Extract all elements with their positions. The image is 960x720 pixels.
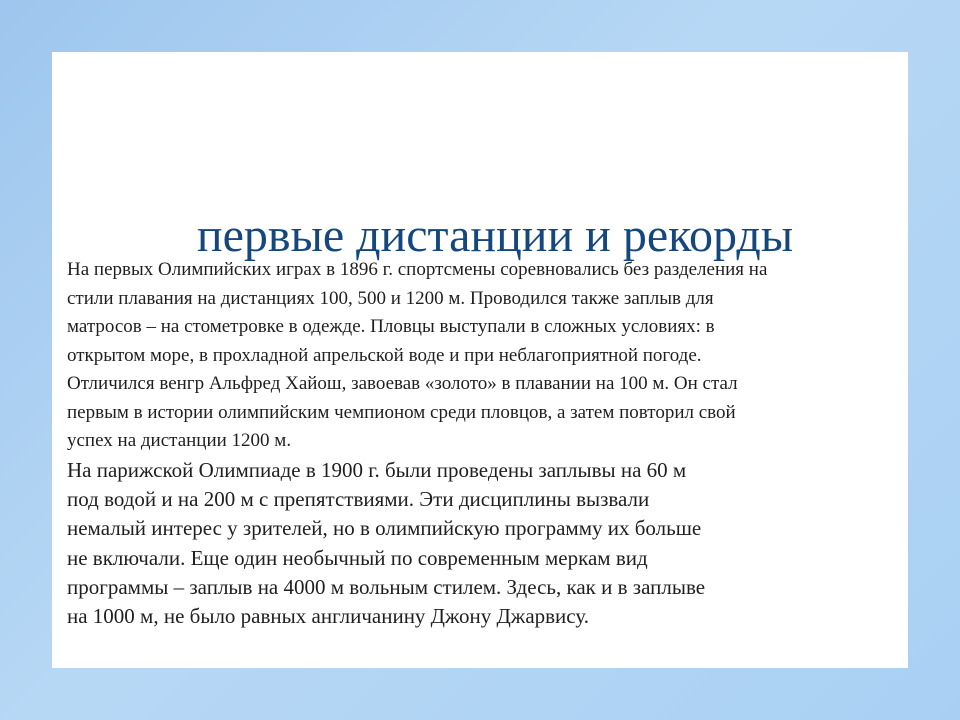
paragraph-line: немалый интерес у зрителей, но в олимпийскую программу их больше: [67, 516, 702, 541]
slide-content-panel: [52, 52, 908, 668]
paragraph-line: На первых Олимпийских играх в 1896 г. спортсмены соревновались без разделения на: [67, 259, 768, 280]
paragraph-line: первым в истории олимпийским чемпионом среди пловцов, а затем повторил свой: [67, 401, 736, 423]
paragraph-1896-games: [67, 256, 887, 456]
paragraph-line: успех на дистанции 1200 м.: [67, 430, 292, 451]
paragraph-line: на 1000 м, не было равных англичанину Джону Джарвису.: [67, 604, 589, 629]
paragraph-line: открытом море, в прохладной апрельской воде и при неблагоприятной погоде.: [67, 344, 702, 366]
paragraph-line: стили плавания на дистанциях 100, 500 и 1200 м. Проводился также заплыв для: [67, 287, 714, 309]
paragraph-line: не включали. Еще один необычный по современным меркам вид: [67, 545, 648, 570]
paragraph-line: матросов – на стометровке в одежде. Пловцы выступали в сложных условиях: в: [67, 316, 715, 337]
paragraph-line: программы – заплыв на 4000 м вольным стилем. Здесь, как и в заплыве: [67, 574, 706, 599]
paragraph-line: На парижской Олимпиаде в 1900 г. были проведены заплывы на 60 м: [67, 458, 687, 482]
paragraph-1900-games: [67, 456, 887, 631]
paragraph-line: Отличился венгр Альфред Хайош, завоевав «золото» в плавании на 100 м. Он стал: [67, 373, 738, 394]
paragraph-line: под водой и на 200 м с препятствиями. Эти дисциплины вызвали: [67, 487, 650, 512]
slide-title: первые дистанции и рекорды: [196, 209, 794, 262]
